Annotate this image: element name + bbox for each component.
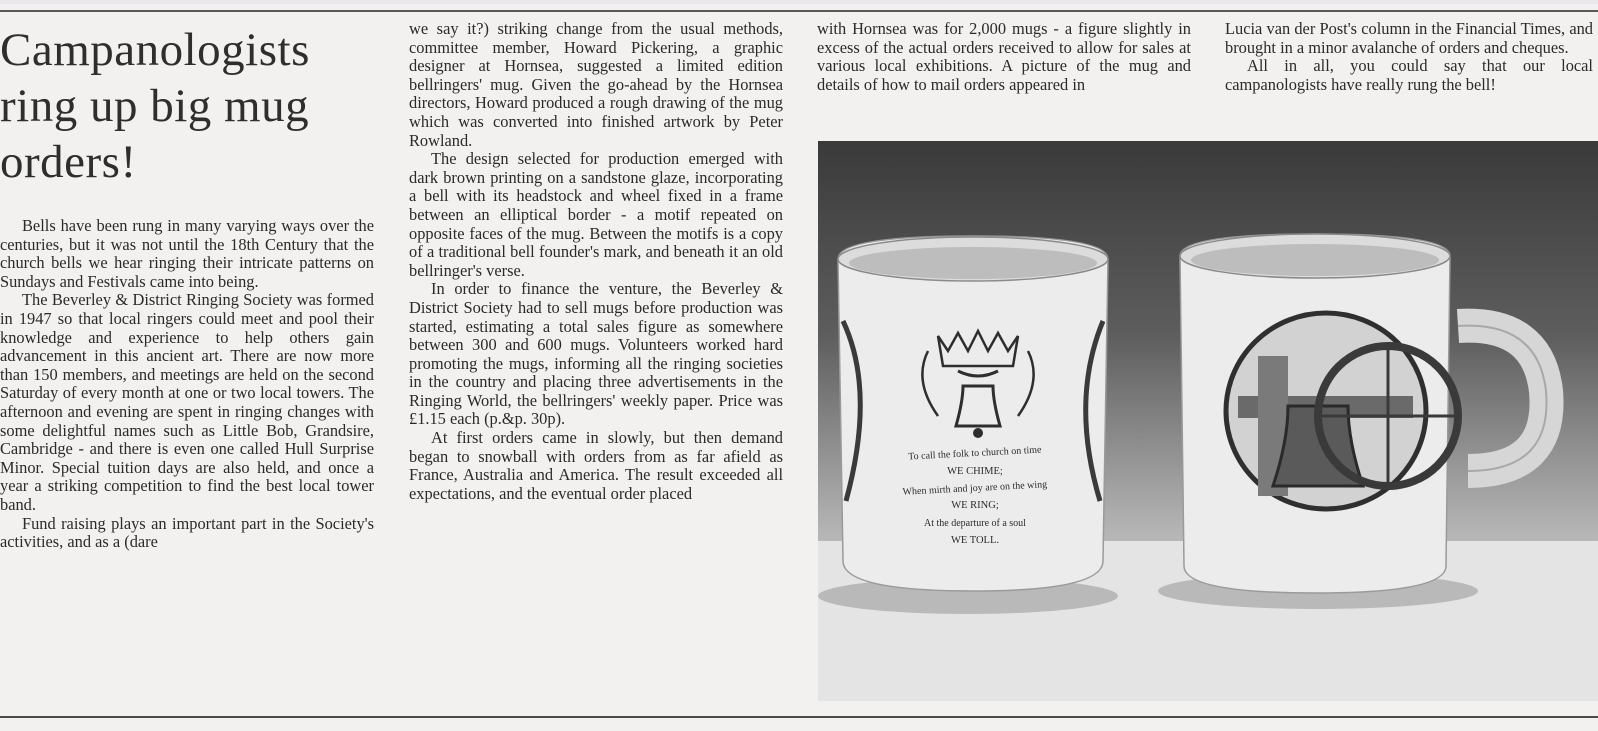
top-rule bbox=[0, 10, 1598, 12]
column-3 bbox=[817, 20, 1191, 94]
top-edge bbox=[0, 0, 1598, 4]
paragraph: Fund raising plays an important part in the Society's activities, and as a (dare bbox=[0, 513, 374, 552]
paragraph: we say it?) striking change from the usual methods, committee member, Howard Pickering, a graphic designer at Hornsea, suggested a limited edition bellringers' mug. Given the go-ahead by the Hornsea directors, Howard produced a rough drawing of the mug which was converted into finished artwork by Peter Rowland. bbox=[409, 19, 783, 150]
verse-line: WE TOLL. bbox=[950, 535, 1000, 546]
paragraph: All in all, you could say that our local campanologists have really rung the bell! bbox=[1225, 56, 1593, 94]
paragraph: The Beverley & District Ringing Society was formed in 1947 so that local ringers could meet and pool their knowledge and experience to help others gain advancement in this ancient art. There are now more than 150 members, and meetings are held on the second Saturday of every month at one or two local towers. The afternoon and evening are spent in ringing changes with some delightful names such as Little Bob, Grandsire, Cambridge - and there is even one called Hull Surprise Minor. Special tuition days are also held, and once a year a striking competition to find the best local tower band. bbox=[0, 290, 374, 514]
paragraph: with Hornsea was for 2,000 mugs - a figure slightly in excess of the actual orders received to allow for sales at various local exhibitions. A picture of the mug and details of how to mail orders appeared in bbox=[817, 19, 1191, 94]
paragraph: In order to finance the venture, the Beverley & District Society had to sell mugs before production was started, estimating a total sales figure as somewhere between 300 and 600 mugs. Volunteers worked hard promoting the mugs, informing all the ringing societies in the country and placing three advertisements in the Ringing World, the bellringers' weekly paper. Price was £1.15 each (p.&p. 30p). bbox=[409, 279, 783, 429]
bottom-rule bbox=[0, 716, 1598, 718]
paragraph: The design selected for production emerged with dark brown printing on a sandstone glaze, incorporating a bell with its headstock and wheel fixed in a frame between an elliptical border - a motif repeated on opposite faces of the mug. Between the motifs is a copy of a traditional bell founder's mark, and beneath it an old bellringer's verse. bbox=[409, 149, 783, 280]
paragraph: Lucia van der Post's column in the Financial Times, and brought in a minor avalanche of orders and cheques. bbox=[1225, 19, 1593, 57]
mugs-illustration bbox=[818, 141, 1598, 701]
verse-line: WE CHIME; bbox=[947, 466, 1003, 477]
verse-line: When mirth and joy are on the wing bbox=[902, 479, 1048, 498]
paragraph: Bells have been rung in many varying ways over the centuries, but it was not until the 18th Century that the church bells we hear ringing their intricate patterns on Sundays and Festivals came into being. bbox=[0, 216, 374, 291]
paragraph: At first orders came in slowly, but then demand began to snowball with orders from as far afield as France, Australia and America. The result exceeded all expectations, and the eventual order placed bbox=[409, 428, 783, 503]
verse-line: WE RING; bbox=[951, 500, 999, 511]
right-mug bbox=[1180, 234, 1547, 593]
verse-line: At the departure of a soul bbox=[924, 518, 1026, 529]
headline: Campanologists ring up big mug orders! bbox=[0, 24, 310, 188]
column-1 bbox=[0, 217, 374, 552]
verse-line: To call the folk to church on time bbox=[907, 444, 1042, 463]
left-mug bbox=[838, 236, 1108, 591]
mugs-photo bbox=[818, 141, 1598, 701]
column-4 bbox=[1225, 20, 1593, 94]
column-2 bbox=[409, 20, 783, 503]
